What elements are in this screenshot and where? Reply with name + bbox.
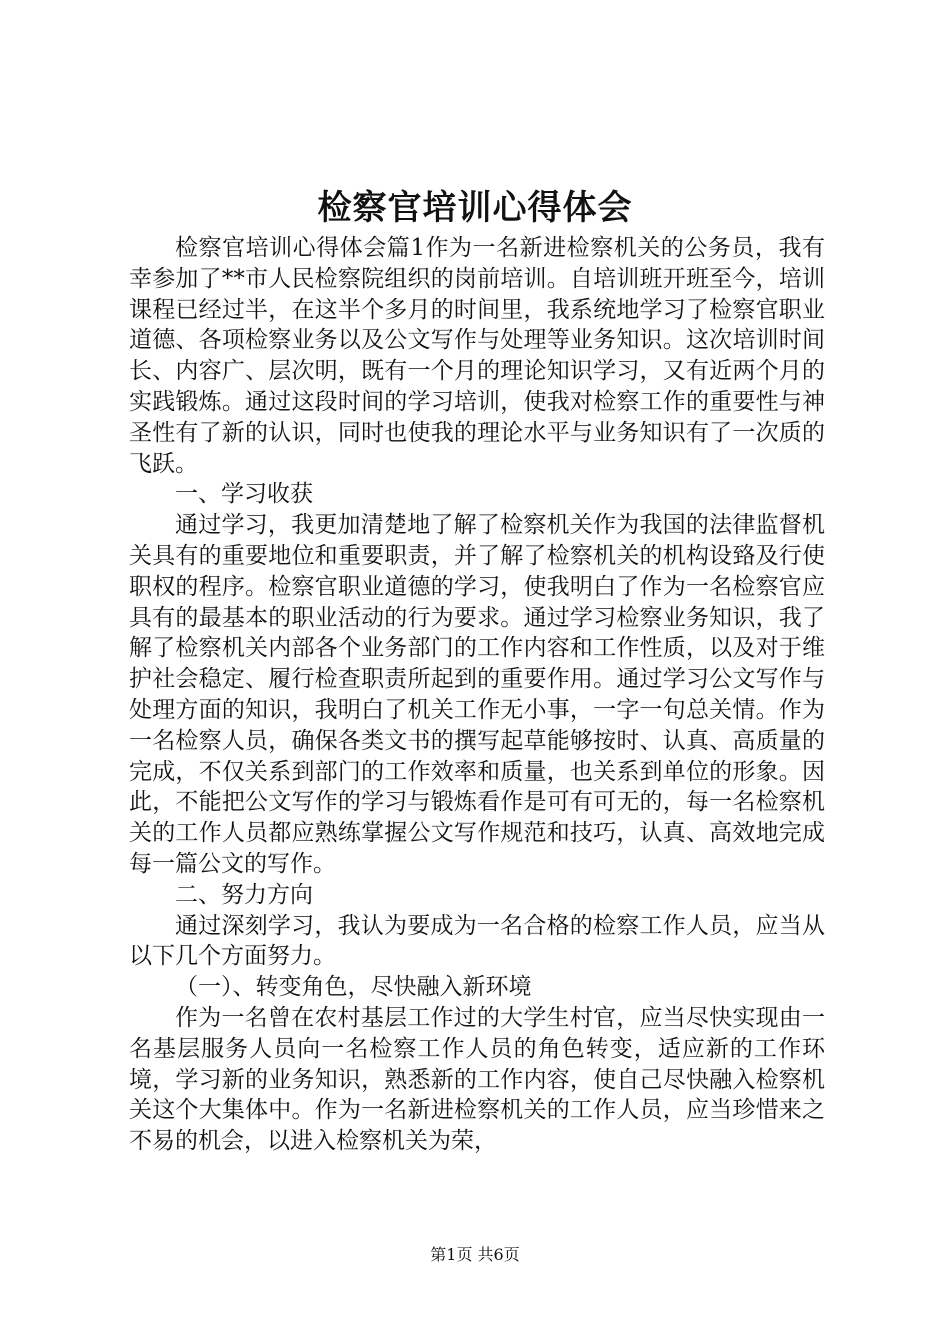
- body-paragraph: 检察官培训心得体会篇1作为一名新进检察机关的公务员，我有幸参加了**市人民检察院组织的岗前培训。自培训班开班至今，培训课程已经过半，在这半个多月的时间里，我系统地学习了检察官职业道德、各项检察业务以及公文写作与处理等业务知识。这次培训时间长、内容广、层次明，既有一个月的理论知识学习，又有近两个月的实践锻炼。通过这段时间的学习培训，使我对检察工作的重要性与神圣性有了新的认识，同时也使我的理论水平与业务知识有了一次质的飞跃。: [129, 235, 825, 477]
- section-heading: 二、努力方向: [175, 881, 313, 908]
- page-footer: 第1页 共6页: [430, 1245, 520, 1264]
- body-paragraph: 通过学习，我更加清楚地了解了检察机关作为我国的法律监督机关具有的重要地位和重要职责，并了解了检察机关的机构设臵及行使职权的程序。检察官职业道德的学习，使我明白了作为一名检察官应具有的最基本的职业活动的行为要求。通过学习检察业务知识，我了解了检察机关内部各个业务部门的工作内容和工作性质，以及对于维护社会稳定、履行检查职责所起到的重要作用。通过学习公文写作与处理方面的知识，我明白了机关工作无小事，一字一句总关情。作为一名检察人员，确保各类文书的撰写起草能够按时、认真、高质量的完成，不仅关系到部门的工作效率和质量，也关系到单位的形象。因此，不能把公文写作的学习与锻炼看作是可有可无的，每一名检察机关的工作人员都应熟练掌握公文写作规范和技巧，认真、高效地完成每一篇公文的写作。: [129, 512, 825, 877]
- subsection-heading: （一）、转变角色，尽快融入新环境: [175, 974, 532, 1001]
- document-body: [129, 233, 825, 1157]
- body-paragraph: 作为一名曾在农村基层工作过的大学生村官，应当尽快实现由一名基层服务人员向一名检察工作人员的角色转变，适应新的工作环境，学习新的业务知识，熟悉新的工作内容，使自己尽快融入检察机关这个大集体中。作为一名新进检察机关的工作人员，应当珍惜来之不易的机会，以进入检察机关为荣，: [129, 1004, 825, 1155]
- document-title: 检察官培训心得体会: [317, 188, 633, 228]
- body-paragraph: 通过深刻学习，我认为要成为一名合格的检察工作人员，应当从以下几个方面努力。: [129, 912, 825, 970]
- section-heading: 一、学习收获: [175, 481, 313, 508]
